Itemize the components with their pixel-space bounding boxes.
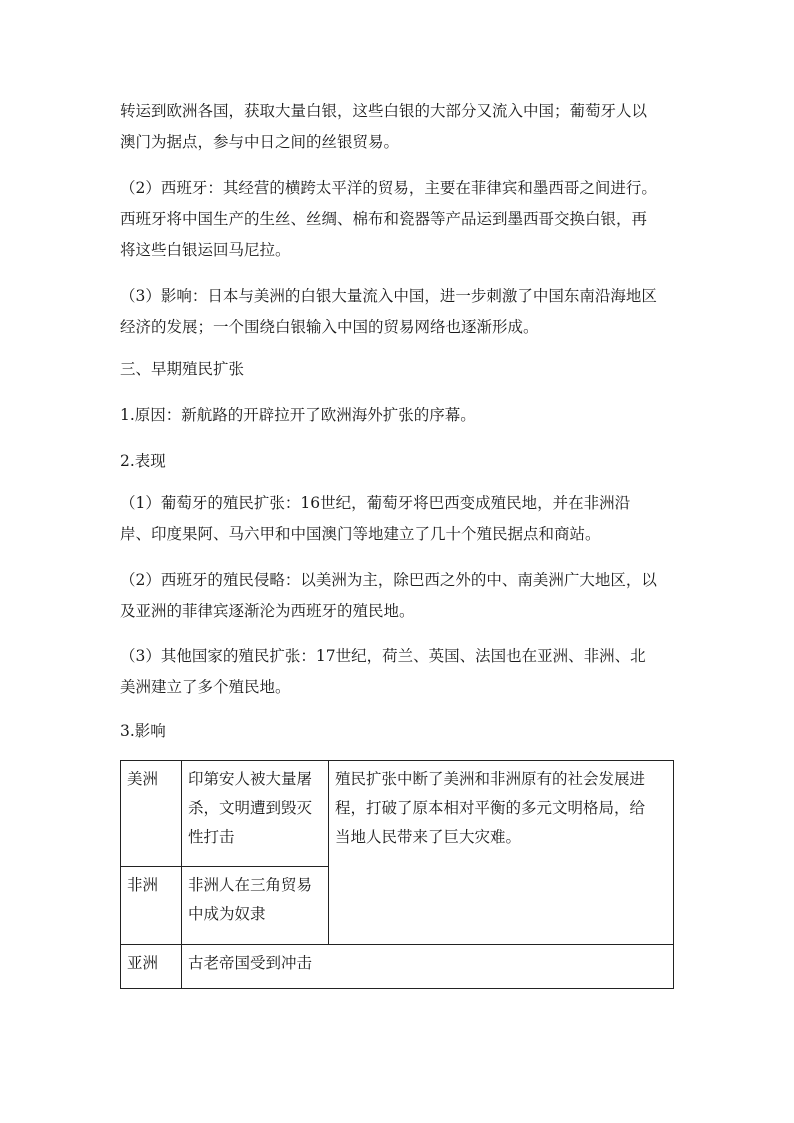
paragraph-portugal-silver [120,96,680,158]
text-line: 西班牙将中国生产的生丝、丝绸、棉布和瓷器等产品运到墨西哥交换白银，再 [120,210,648,228]
cell-text-line: 非洲人在三角贸易 [188,876,313,894]
heading-text: 三、早期殖民扩张 [120,360,245,378]
table-cell-region: 美洲 [121,761,182,867]
table-cell-region: 非洲 [121,867,182,945]
cell-text-line: 殖民扩张中断了美洲和非洲原有的社会发展进 [335,770,646,788]
text-line: 经济的发展；一个围绕白银输入中国的贸易网络也逐渐形成。 [120,318,539,336]
cell-text-line: 当地人民带来了巨大灾难。 [335,828,522,846]
table-row [121,761,674,867]
text-line: （3）影响：日本与美洲的白银大量流入中国，进一步刺激了中国东南沿海地区 [120,287,657,305]
subheading-impact [120,716,680,747]
subheading-manifestation [120,446,680,477]
paragraph-silver-impact [120,281,680,343]
paragraph-cause [120,400,680,431]
table-cell-effect [182,867,329,945]
cell-text-line: 杀，文明遭到毁灭 [188,799,313,817]
section-heading-colonial-expansion [120,354,680,385]
text-line: 岸、印度果阿、马六甲和中国澳门等地建立了几十个殖民据点和商站。 [120,525,601,543]
cell-text-line: 程，打破了原本相对平衡的多元文明格局，给 [335,799,646,817]
text-line: 3.影响 [120,722,166,740]
table-cell-effect [182,945,674,989]
text-line: （1）葡萄牙的殖民扩张：16世纪，葡萄牙将巴西变成殖民地，并在非洲沿 [120,494,631,512]
paragraph-spain-trade [120,173,680,266]
impact-table [120,760,674,989]
text-line: 2.表现 [120,452,166,470]
text-line: 1.原因：新航路的开辟拉开了欧洲海外扩张的序幕。 [120,406,476,424]
text-line: 美洲建立了多个殖民地。 [120,678,291,696]
table-cell-summary [329,761,674,945]
text-line: 将这些白银运回马尼拉。 [120,241,291,259]
cell-text-line: 古老帝国受到冲击 [188,954,313,972]
table-cell-effect [182,761,329,867]
paragraph-portugal-colonial [120,488,680,550]
cell-text-line: 印第安人被大量屠 [188,770,313,788]
text-line: （3）其他国家的殖民扩张：17世纪，荷兰、英国、法国也在亚洲、非洲、北 [120,647,646,665]
text-line: 澳门为据点，参与中日之间的丝银贸易。 [120,133,400,151]
table-cell-region: 亚洲 [121,945,182,989]
text-line: 及亚洲的菲律宾逐渐沦为西班牙的殖民地。 [120,602,415,620]
paragraph-other-countries [120,641,680,703]
text-line: 转运到欧洲各国，获取大量白银，这些白银的大部分又流入中国；葡萄牙人以 [120,102,648,120]
text-line: （2）西班牙：其经营的横跨太平洋的贸易，主要在菲律宾和墨西哥之间进行。 [120,179,657,197]
table-row [121,945,674,989]
cell-text-line: 中成为奴隶 [188,905,266,923]
text-line: （2）西班牙的殖民侵略：以美洲为主，除巴西之外的中、南美洲广大地区，以 [120,571,657,589]
paragraph-spain-colonial [120,565,680,627]
cell-text-line: 性打击 [188,828,235,846]
